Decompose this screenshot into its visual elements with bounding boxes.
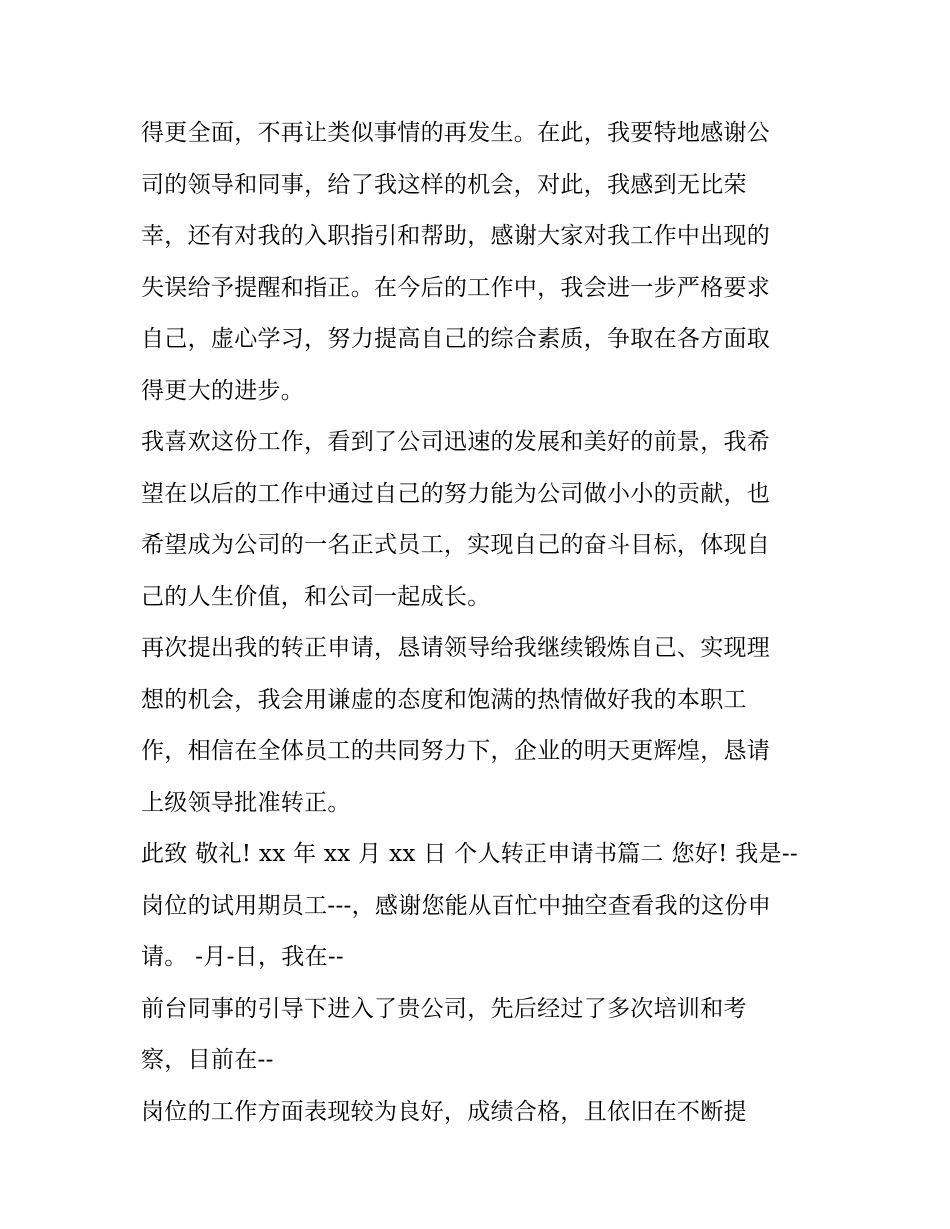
- text-line: 得更大的进步。: [141, 377, 305, 404]
- text-line: 察，目前在--: [141, 1047, 274, 1073]
- text-line: 想的机会，我会用谦虚的态度和饱满的热情做好我的本职工: [141, 686, 747, 713]
- text-line: 此致 敬礼! xx 年 xx 月 xx 日 个人转正申请书篇二 您好! 我是--: [141, 841, 798, 867]
- text-line: 前台同事的引导下进入了贵公司，先后经过了多次培训和考: [141, 995, 747, 1022]
- text-line: 望在以后的工作中通过自己的努力能为公司做小小的贡献，也: [141, 480, 771, 507]
- text-line: 岗位的试用期员工---，感谢您能从百忙中抽空查看我的这份申: [141, 892, 772, 919]
- text-line: 幸，还有对我的入职指引和帮助，感谢大家对我工作中出现的: [141, 223, 771, 249]
- text-line: 希望成为公司的一名正式员工，实现自己的奋斗目标，体现自: [141, 532, 771, 558]
- text-line: 上级领导批准转正。: [141, 789, 351, 816]
- text-line: 再次提出我的转正申请，恳请领导给我继续锻炼自己、实现理: [141, 635, 771, 661]
- document-body: [141, 108, 821, 1138]
- text-line: 作，相信在全体员工的共同努力下，企业的明天更辉煌，恳请: [141, 738, 771, 764]
- text-line: 己的人生价值，和公司一起成长。: [141, 583, 491, 610]
- text-line: 失误给予提醒和指正。在今后的工作中，我会进一步严格要求: [141, 274, 771, 301]
- text-line: 岗位的工作方面表现较为良好，成绩合格，且依旧在不断提: [141, 1098, 747, 1125]
- text-line: 自己，虚心学习，努力提高自己的综合素质，争取在各方面取: [141, 326, 771, 352]
- text-line: 司的领导和同事，给了我这样的机会，对此，我感到无比荣: [141, 171, 747, 198]
- text-line: 得更全面，不再让类似事情的再发生。在此，我要特地感谢公: [141, 120, 771, 146]
- text-line: 我喜欢这份工作，看到了公司迅速的发展和美好的前景，我希: [141, 429, 771, 455]
- text-line: 请。 -月-日，我在--: [141, 944, 344, 970]
